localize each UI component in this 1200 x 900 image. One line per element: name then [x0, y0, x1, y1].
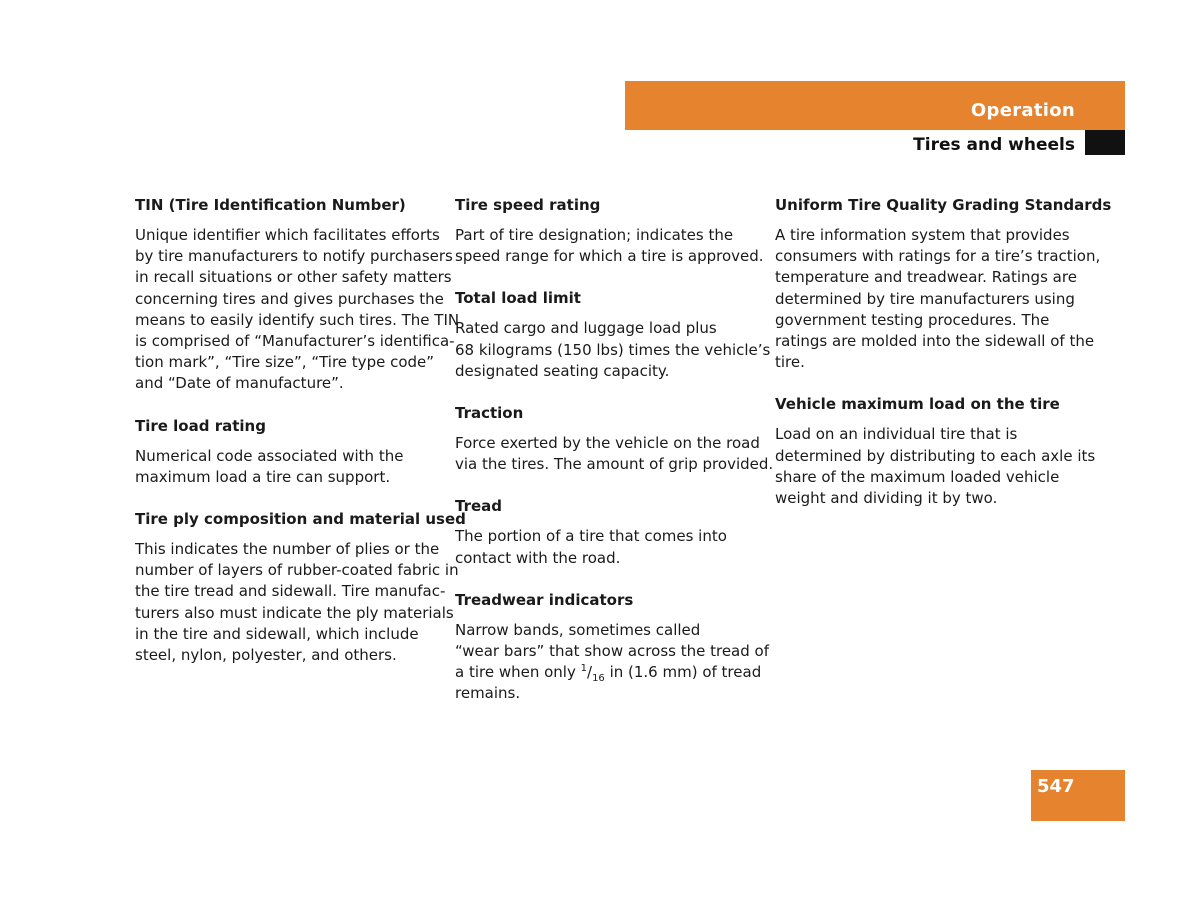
page-number: 547 — [1037, 776, 1075, 797]
glossary-term: TIN (Tire Identification Number) — [135, 196, 406, 214]
definition-line: Part of tire designation; indicates the — [455, 226, 734, 244]
glossary-entry-tire-speed-rating — [455, 195, 764, 267]
definition-line: in recall situations or other safety matters — [135, 268, 452, 287]
definition-line: Numerical code associated with the — [135, 446, 404, 465]
definition-line: weight and dividing it by two. — [775, 489, 998, 508]
definition-line: remains. — [455, 684, 521, 703]
definition-line: is comprised of “Manufacturer’s identifica- — [135, 332, 455, 351]
glossary-term: Uniform Tire Quality Grading Standards — [775, 196, 1112, 214]
definition-line: number of layers of rubber-coated fabric in — [135, 561, 459, 580]
definition-line: tire. — [775, 353, 805, 372]
definition-line: Rated cargo and luggage load plus — [455, 319, 717, 338]
glossary-term: Tire ply composition and material used — [135, 510, 466, 529]
definition-line: contact with the road. — [455, 548, 621, 567]
glossary-entry-tire-ply-composition — [135, 509, 466, 666]
definition-line: designated seating capacity. — [455, 361, 670, 380]
definition-line: means to easily identify such tires. The TIN — [135, 310, 460, 329]
definition-line: and “Date of manufacture”. — [135, 374, 344, 393]
definition-line: determined by distributing to each axle its — [775, 446, 1096, 465]
definition-line: temperature and treadwear. Ratings are — [775, 268, 1077, 287]
definition-line: determined by tire manufacturers using — [775, 289, 1075, 308]
fraction-denominator: 16 — [592, 673, 605, 685]
definition-line: The portion of a tire that comes into — [455, 527, 727, 546]
definition-line: speed range for which a tire is approved. — [455, 247, 764, 266]
definition-line: turers also must indicate the ply materials — [135, 603, 454, 622]
definition-line: “wear bars” that show across the tread of — [455, 642, 769, 661]
subsection-marker — [1085, 130, 1125, 155]
glossary-definition — [455, 433, 774, 475]
definition-line: Narrow bands, sometimes called — [455, 620, 701, 639]
fraction-slash: / — [587, 663, 593, 682]
definition-line: maximum load a tire can support. — [135, 467, 391, 486]
glossary-term: Traction — [455, 404, 524, 423]
definition-line: Force exerted by the vehicle on the road — [455, 434, 760, 453]
glossary-definition — [775, 225, 1101, 373]
definition-line: Unique identifier which facilitates efforts — [135, 226, 440, 244]
definition-line: A tire information system that provides — [775, 226, 1070, 244]
glossary-entry-total-load-limit — [455, 288, 771, 382]
fraction-numerator: 1 — [580, 663, 587, 675]
definition-line: the tire tread and sidewall. Tire manufac- — [135, 582, 446, 601]
glossary-entry-tire-load-rating — [135, 416, 435, 488]
glossary-term: Treadwear indicators — [455, 590, 634, 609]
glossary-definition — [455, 620, 769, 705]
fraction-text-after: in (1.6 mm) of tread — [604, 663, 762, 682]
glossary-definition — [135, 446, 435, 488]
glossary-column-3 — [775, 195, 1112, 530]
glossary-term: Tread — [455, 497, 503, 516]
definition-line: via the tires. The amount of grip provided. — [455, 455, 774, 474]
glossary-term: Vehicle maximum load on the tire — [775, 395, 1060, 414]
glossary-entry-tin — [135, 195, 460, 395]
glossary-entry-vehicle-max-load — [775, 394, 1096, 509]
glossary-entry-traction — [455, 403, 774, 475]
definition-line: Load on an individual tire that is — [775, 425, 1018, 444]
subsection-title: Tires and wheels — [913, 135, 1075, 155]
glossary-definition — [135, 225, 460, 395]
definition-line: concerning tires and gives purchases the — [135, 289, 444, 308]
glossary-column-1 — [135, 195, 466, 687]
glossary-term: Tire load rating — [135, 416, 266, 435]
glossary-term: Tire speed rating — [455, 196, 601, 214]
definition-line: by tire manufacturers to notify purchasers — [135, 247, 453, 266]
definition-line: in the tire and sidewall, which include — [135, 624, 419, 643]
glossary-definition — [455, 318, 771, 382]
glossary-definition — [455, 526, 755, 568]
glossary-definition — [455, 225, 764, 267]
definition-line-fraction — [455, 662, 762, 685]
definition-line: share of the maximum loaded vehicle — [775, 467, 1060, 486]
section-title: Operation — [970, 100, 1075, 121]
glossary-entry-treadwear-indicators — [455, 590, 769, 705]
definition-line: steel, nylon, polyester, and others. — [135, 646, 397, 665]
definition-line: This indicates the number of plies or the — [135, 540, 440, 559]
glossary-term: Total load limit — [455, 289, 581, 308]
glossary-definition — [775, 424, 1096, 509]
definition-line: government testing procedures. The — [775, 310, 1050, 329]
definition-line: 68 kilograms (150 lbs) times the vehicle’s — [455, 340, 771, 359]
definition-line: consumers with ratings for a tire’s traction, — [775, 247, 1101, 266]
glossary-column-2 — [455, 195, 774, 726]
fraction-text-before: a tire when only — [455, 663, 581, 682]
glossary-entry-utqgs — [775, 195, 1112, 373]
glossary-definition — [135, 539, 459, 666]
glossary-entry-tread — [455, 496, 755, 568]
definition-line: tion mark”, “Tire size”, “Tire type code” — [135, 353, 435, 372]
definition-line: ratings are molded into the sidewall of the — [775, 332, 1095, 351]
